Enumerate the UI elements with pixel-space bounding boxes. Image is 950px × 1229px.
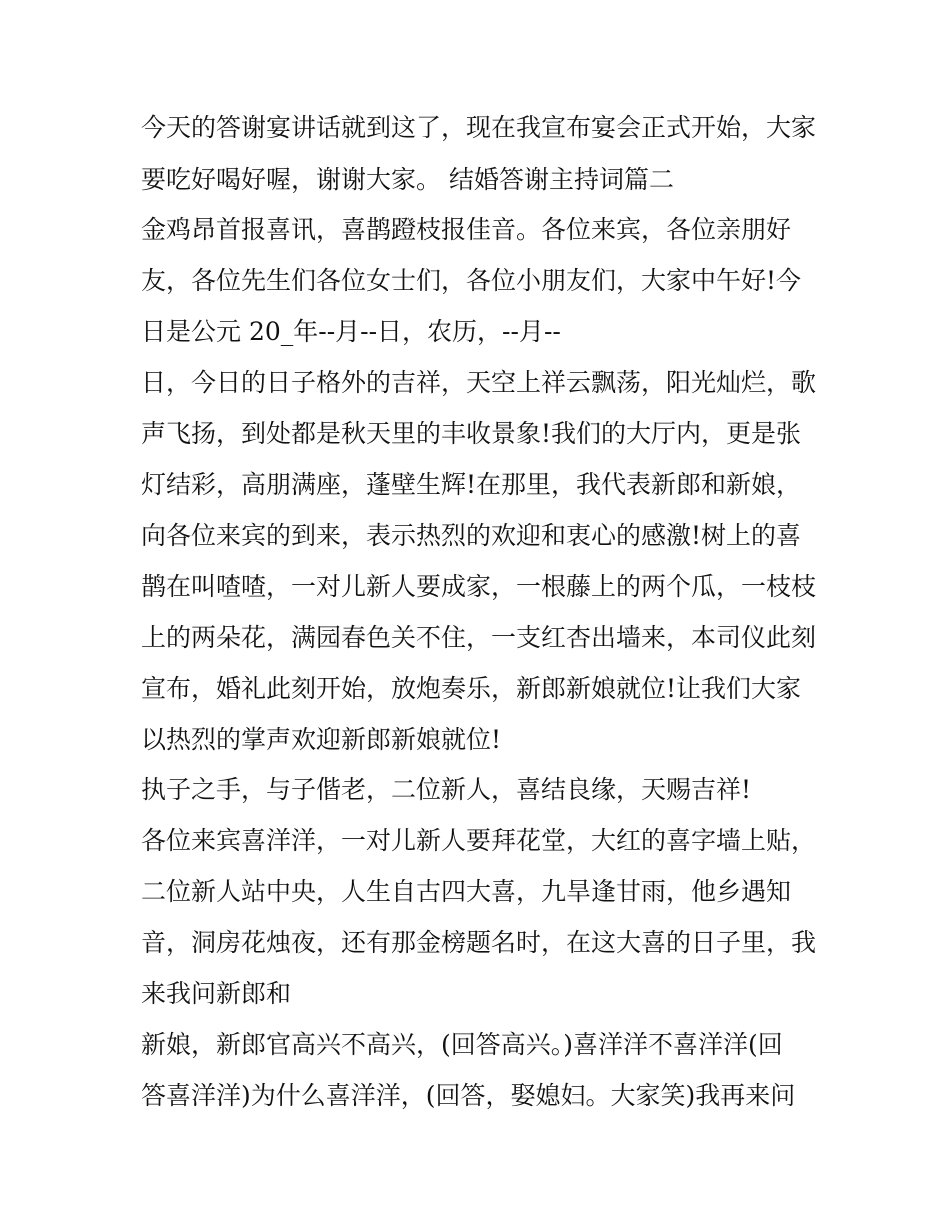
- text-line: 各位来宾喜洋洋，一对儿新人要拜花堂，大红的喜字墙上贴，: [141, 826, 817, 855]
- text-line: 日，今日的日子格外的吉祥，天空上祥云飘荡，阳光灿烂，歌: [141, 368, 817, 397]
- text-line: 音，洞房花烛夜，还有那金榜题名时，在这大喜的日子里，我: [141, 928, 817, 957]
- text-line: 答喜洋洋)为什么喜洋洋，(回答，娶媳妇。大家笑)我再来问: [141, 1081, 796, 1110]
- text-line: 以热烈的掌声欢迎新郎新娘就位!: [141, 725, 502, 754]
- text-line: 友，各位先生们各位女士们，各位小朋友们，大家中午好!今: [141, 266, 802, 295]
- text-line: 新娘，新郎官高兴不高兴，(回答高兴。)喜洋洋不喜洋洋(回: [141, 1030, 783, 1059]
- text-line: 日是公元 20_年--月--日，农历，--月--: [141, 317, 561, 346]
- text-line: 鹊在叫喳喳，一对儿新人要成家，一根藤上的两个瓜，一枝枝: [141, 572, 817, 601]
- text-line: 宣布，婚礼此刻开始，放炮奏乐，新郎新娘就位!让我们大家: [141, 674, 802, 703]
- text-line: 金鸡昂首报喜讯，喜鹊蹬枝报佳音。各位来宾，各位亲朋好: [141, 215, 792, 244]
- text-line: 向各位来宾的到来，表示热烈的欢迎和衷心的感激!树上的喜: [141, 521, 802, 550]
- text-line: 要吃好喝好喔，谢谢大家。 结婚答谢主持词篇二: [141, 165, 674, 194]
- text-line: 执子之手，与子偕老，二位新人，喜结良缘，天赐吉祥!: [141, 775, 752, 804]
- text-line: 声飞扬，到处都是秋天里的丰收景象!我们的大厅内，更是张: [141, 419, 802, 448]
- text-line: 二位新人站中央，人生自古四大喜，九旱逢甘雨，他乡遇知: [141, 877, 792, 906]
- text-line: 今天的答谢宴讲话就到这了，现在我宣布宴会正式开始，大家: [141, 113, 817, 142]
- text-line: 灯结彩，高朋满座，蓬壁生辉!在那里，我代表新郎和新娘，: [141, 470, 802, 499]
- text-line: 来我问新郎和: [141, 979, 292, 1008]
- text-line: 上的两朵花，满园春色关不住，一支红杏出墙来，本司仪此刻: [141, 623, 817, 652]
